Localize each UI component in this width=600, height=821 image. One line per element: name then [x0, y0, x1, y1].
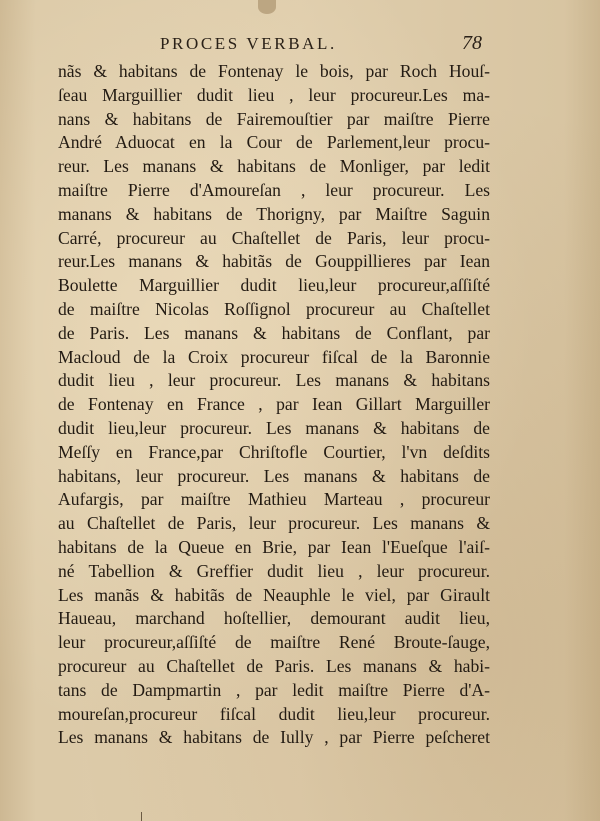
text-line: de maiſtre Nicolas Roſſignol procureur au Chaſtellet [58, 298, 490, 319]
text-line: leur procureur,aſſiſté de maiſtre René Broute-ſauge, [58, 632, 490, 653]
text-line: procureur au Chaſtellet de Paris. Les manans & habi- [58, 655, 490, 676]
text-line: nans & habitans de Fairemouſtier par maiſtre Pierre [58, 108, 490, 129]
text-line: né Tabellion & Greffier dudit lieu , leur procureur. [58, 560, 490, 581]
text-line: dudit lieu , leur procureur. Les manans & habitans [58, 370, 490, 391]
text-line: Haueau, marchand hoſtellier, demourant audit lieu, [58, 608, 490, 629]
text-line: nãs & habitans de Fontenay le bois, par Roch Houſ- [58, 61, 490, 81]
text-line: Les manans & habitans de Iully , par Pierre peſcheret [58, 727, 490, 748]
text-line: de Fontenay en France , par Iean Gillart Marguiller [58, 394, 490, 415]
text-line: ſeau Marguillier dudit lieu , leur procureur.Les ma- [58, 84, 490, 105]
text-line: maiſtre Pierre d'Amoureſan , leur procureur. Les [58, 179, 490, 200]
running-title: PROCES VERBAL. [160, 34, 337, 53]
text-line: Aufargis, par maiſtre Mathieu Marteau , procureur [58, 489, 490, 510]
text-line: Macloud de la Croix procureur fiſcal de la Baronnie [58, 346, 490, 367]
page-header [0, 34, 600, 58]
body-text [58, 60, 490, 750]
text-line: habitans de la Queue en Brie, par Iean l'Eueſque l'aiſ- [58, 536, 490, 557]
text-line: moureſan,procureur fiſcal dudit lieu,leur procureur. [58, 703, 490, 724]
text-line: reur.Les manans & habitãs de Gouppillieres par Iean [58, 251, 490, 272]
text-line: dudit lieu,leur procureur. Les manans & habitans de [58, 417, 490, 438]
page-number: 78 [462, 32, 482, 54]
text-line: André Aduocat en la Cour de Parlement,leur procu- [58, 132, 490, 153]
text-line: Carré, procureur au Chaſtellet de Paris, leur procu- [58, 227, 490, 248]
margin-mark [141, 812, 142, 821]
text-line: reur. Les manans & habitans de Monliger, par ledit [58, 156, 490, 177]
text-line: tans de Dampmartin , par ledit maiſtre Pierre d'A- [58, 679, 490, 700]
text-line: habitans, leur procureur. Les manans & habitans de [58, 465, 490, 486]
text-line: Boulette Marguillier dudit lieu,leur procureur,aſſiſté [58, 275, 490, 296]
text-line: au Chaſtellet de Paris, leur procureur. Les manans & [58, 513, 490, 534]
ink-stain [258, 0, 276, 14]
text-line: de Paris. Les manans & habitans de Conflant, par [58, 322, 490, 343]
text-line: manans & habitans de Thorigny, par Maiſtre Saguin [58, 203, 490, 224]
text-line: Meſſy en France,par Chriſtofle Courtier, l'vn deſdits [58, 441, 490, 462]
text-line: Les manãs & habitãs de Neauphle le viel, par Girault [58, 584, 490, 605]
